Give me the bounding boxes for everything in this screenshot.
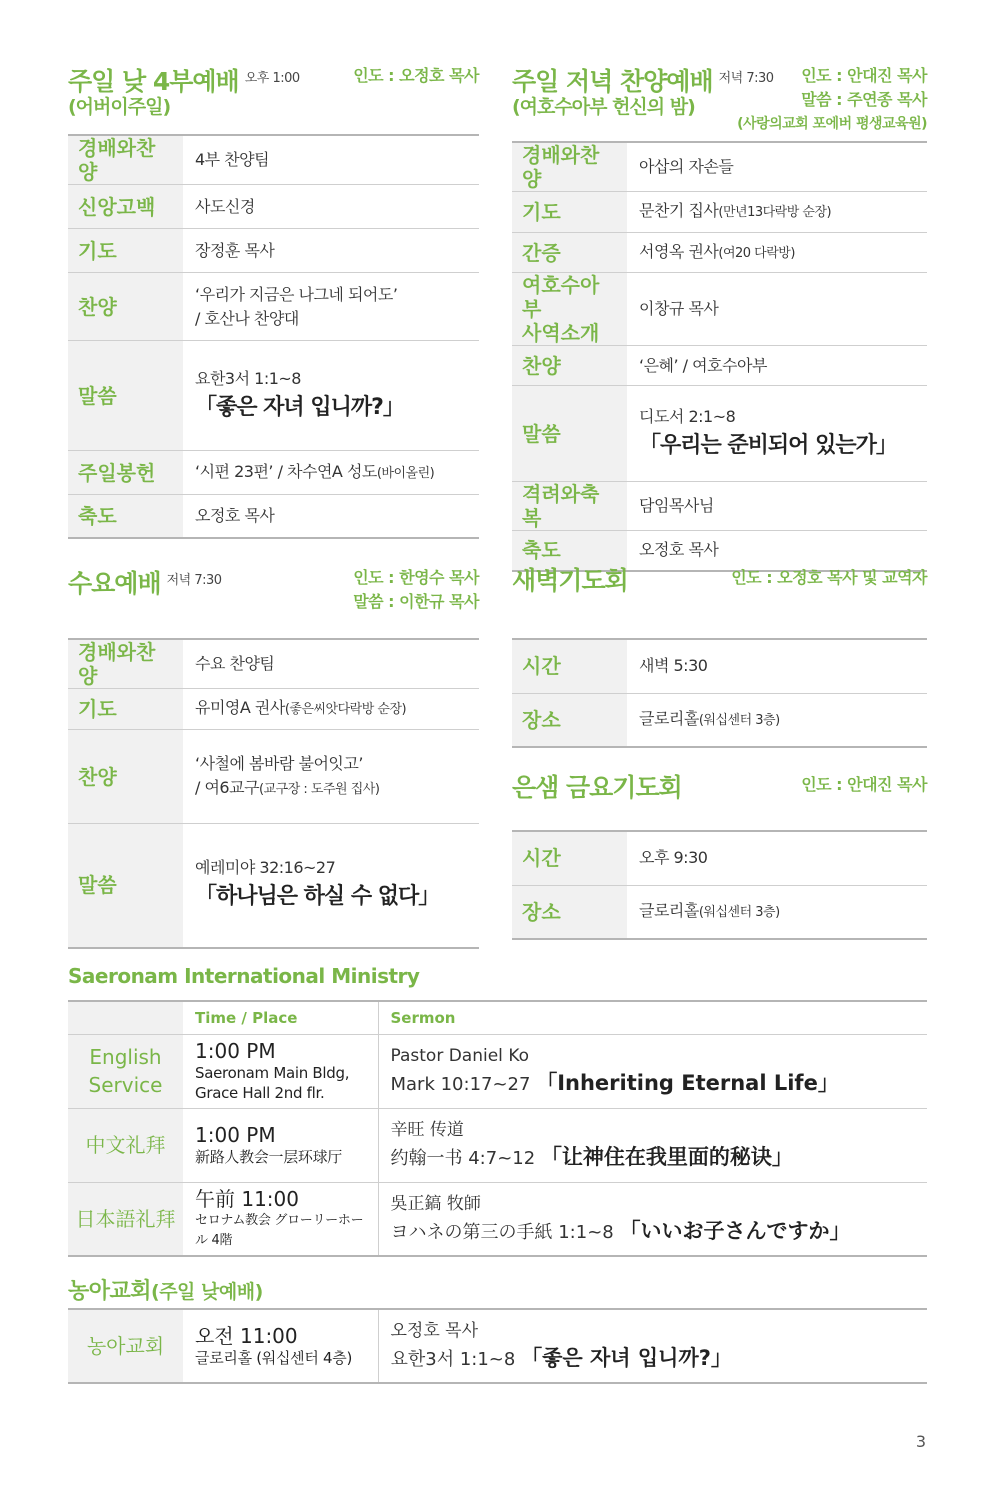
- international-ministry: [68, 964, 927, 1257]
- section-title: Saeronam International Ministry: [68, 964, 420, 988]
- row-value: ‘사철에 봄바람 불어잇고’ / 여6교구(교구장 : 도주원 집사): [183, 730, 479, 824]
- row-value: [183, 341, 479, 451]
- row-value: 수요 찬양팀: [183, 639, 479, 689]
- row-value: 글로리홀(워십센터 3층): [639, 708, 780, 728]
- row-label: 말씀: [68, 341, 183, 451]
- row-value: 사도신경: [183, 185, 479, 229]
- row-label: 주일봉헌: [68, 451, 183, 495]
- sermon-info: 辛旺 传道 约翰一书 4:7~12 「让神住在我里面的秘诀」: [378, 1108, 927, 1182]
- friday-header: [512, 773, 927, 830]
- section-title-suffix: (주일 낮예배): [151, 1281, 263, 1303]
- leader-text: 인도 : 안대진 목사: [801, 775, 927, 794]
- table-row: [512, 273, 927, 346]
- col-header-time-place: Time / Place: [183, 1001, 378, 1034]
- dawn-table: [512, 638, 927, 748]
- table-row: [68, 639, 479, 689]
- time-place: 午前 11:00 セロナム教会 グローリーホール 4階: [183, 1182, 378, 1256]
- wednesday-service: [68, 566, 479, 949]
- row-label: 中文礼拜: [68, 1108, 183, 1182]
- hymn-performer: / 호산나 찬양대: [195, 308, 299, 328]
- table-row: [512, 531, 927, 571]
- time-place: 1:00 PM 新路人教会一层环球厅: [183, 1108, 378, 1182]
- table-row: [68, 824, 479, 948]
- table-row: [512, 233, 927, 273]
- table-row: [68, 730, 479, 824]
- row-label: 여호수아부 사역소개: [512, 273, 627, 346]
- preacher-note: (사랑의교회 포에버 평생교육원): [737, 116, 927, 132]
- table-row: [512, 192, 927, 233]
- scripture-ref: 요한3서 1:1~8: [195, 368, 301, 388]
- dawn-prayer: [512, 566, 927, 748]
- dawn-header: [512, 566, 927, 638]
- table-row: [68, 451, 479, 495]
- row-value: ‘시편 23편’ / 차수연A 성도(바이올린): [183, 451, 479, 495]
- section-title: 수요예배: [68, 569, 161, 598]
- row-value: 문찬기 집사(만년13다락방 순장): [627, 192, 927, 233]
- row-value: 서영옥 권사(여20 다락방): [627, 233, 927, 273]
- row-value: 글로리홀(워십센터 3층): [639, 900, 780, 920]
- preacher-text: 말씀 : 이한규 목사: [353, 592, 479, 611]
- row-label: 간증: [512, 233, 627, 273]
- row-label: 경배와찬양: [68, 135, 183, 185]
- friday-prayer: [512, 773, 927, 940]
- service-time: 저녁 7:30: [718, 71, 774, 86]
- hymn-title: ‘우리가 지금은 나그네 되어도’: [195, 284, 398, 304]
- row-label: 경배와찬양: [68, 639, 183, 689]
- row-value: 새벽 5:30: [627, 639, 927, 693]
- table-row: [68, 1182, 927, 1256]
- table-row: [512, 346, 927, 386]
- friday-table: [512, 830, 927, 940]
- row-label: 장소: [512, 693, 627, 747]
- leader-text: 인도 : 한영수 목사: [353, 568, 479, 587]
- table-row: [68, 185, 479, 229]
- section-title: 주일 저녁 찬양예배: [512, 67, 713, 96]
- table-header-row: [68, 1001, 927, 1034]
- sunday-evening-service: [512, 64, 927, 572]
- sermon-title: 「우리는 준비되어 있는가」: [639, 432, 897, 458]
- table-row: [68, 689, 479, 730]
- row-value: 오정호 목사: [639, 540, 719, 560]
- table-row: [68, 273, 479, 341]
- row-label: 축도: [68, 495, 183, 538]
- row-label: 기도: [68, 689, 183, 730]
- preacher-text: 말씀 : 주연종 목사: [801, 90, 927, 109]
- table-row: [68, 1309, 927, 1383]
- leader-text: 인도 : 오정호 목사 및 교역자: [731, 568, 927, 587]
- row-value: 4부 찬양팀: [183, 135, 479, 185]
- table-row: [68, 495, 479, 538]
- leader-text: 인도 : 안대진 목사: [801, 66, 927, 85]
- row-value: 아삽의 자손들: [627, 142, 927, 192]
- section-title: 주일 낮 4부예배: [68, 67, 239, 96]
- row-label: 日本語礼拜: [68, 1182, 183, 1256]
- table-row: [512, 885, 927, 939]
- section-title: 새벽기도회: [512, 566, 628, 595]
- scripture-ref: 예레미야 32:16~27: [195, 858, 336, 878]
- table-row: [68, 1108, 927, 1182]
- page-number: 3: [915, 1432, 926, 1451]
- sermon-title: 「하나님은 하실 수 없다」: [195, 884, 440, 910]
- table-row: [512, 142, 927, 192]
- row-value: 유미영A 권사(좋은씨앗다락방 순장): [183, 689, 479, 730]
- deaf-church: [68, 1274, 927, 1384]
- row-label: English Service: [68, 1034, 183, 1108]
- time-place: 오전 11:00 글로리홀 (워십센터 4층): [183, 1309, 378, 1383]
- row-label: 말씀: [68, 824, 183, 948]
- wednesday-header: [68, 566, 479, 638]
- row-value: 이창규 목사: [627, 273, 927, 346]
- service-time: 저녁 7:30: [166, 573, 222, 588]
- sunday-evening-header: [512, 64, 927, 141]
- sunday-4th-header: [68, 64, 479, 134]
- row-label: 말씀: [512, 386, 627, 482]
- table-row: [68, 135, 479, 185]
- sermon-info: 吳正鎬 牧師 ヨハネの第三の手紙 1:1~8 「いいお子さんですか」: [390, 1193, 851, 1243]
- sermon-info: 오정호 목사 요한3서 1:1~8 「좋은 자녀 입니까?」: [390, 1321, 732, 1370]
- leader-text: 인도 : 오정호 목사: [353, 66, 479, 85]
- table-row: [68, 1034, 927, 1108]
- table-row: [512, 386, 927, 482]
- row-value: 장정훈 목사: [183, 229, 479, 273]
- wednesday-table: [68, 638, 479, 949]
- sunday-4th-service: [68, 64, 479, 539]
- table-row: [68, 341, 479, 451]
- row-label: 시간: [512, 639, 627, 693]
- hymn-title: ‘사철에 봄바람 불어잇고’: [195, 753, 363, 773]
- row-label: 신앙고백: [68, 185, 183, 229]
- section-title: 은샘 금요기도회: [512, 773, 682, 802]
- section-subtitle: (어버이주일): [68, 96, 171, 118]
- row-label: 격려와축복: [512, 482, 627, 531]
- sunday-evening-table: [512, 141, 927, 572]
- row-value: ‘은혜’ / 여호수아부: [627, 346, 927, 386]
- row-value: [183, 273, 479, 341]
- time-place: 1:00 PM Saeronam Main Bldg, Grace Hall 2nd flr.: [183, 1034, 378, 1108]
- row-label: 장소: [512, 885, 627, 939]
- row-label: 농아교회: [68, 1309, 183, 1383]
- row-value: 담임목사님: [627, 482, 927, 531]
- table-row: [512, 831, 927, 885]
- row-label: 찬양: [512, 346, 627, 386]
- deaf-table: [68, 1308, 927, 1384]
- col-header-sermon: Sermon: [378, 1001, 927, 1034]
- row-label: 찬양: [68, 273, 183, 341]
- scripture-ref: 디도서 2:1~8: [639, 406, 736, 426]
- row-value: 오정호 목사: [195, 505, 275, 525]
- table-row: [512, 693, 927, 747]
- hymn-performer: / 여6교구: [195, 777, 260, 797]
- sermon-info: Pastor Daniel Ko Mark 10:17~27 「Inheriting Eternal Life」: [378, 1034, 927, 1108]
- section-title: 농아교회: [68, 1279, 152, 1304]
- row-label: 시간: [512, 831, 627, 885]
- sunday-4th-table: [68, 134, 479, 539]
- sermon-title: 「좋은 자녀 입니까?」: [195, 394, 404, 420]
- row-value: 오후 9:30: [627, 831, 927, 885]
- service-time: 오후 1:00: [244, 71, 300, 86]
- row-label: 축도: [512, 531, 627, 571]
- table-row: [68, 229, 479, 273]
- row-label: 기도: [512, 192, 627, 233]
- table-row: [512, 482, 927, 531]
- table-row: [512, 639, 927, 693]
- row-label: 기도: [68, 229, 183, 273]
- international-table: [68, 1000, 927, 1257]
- row-label: 찬양: [68, 730, 183, 824]
- section-subtitle: (여호수아부 헌신의 밤): [512, 96, 695, 118]
- row-label: 경배와찬양: [512, 142, 627, 192]
- row-value: [627, 386, 927, 482]
- row-value: [183, 824, 479, 948]
